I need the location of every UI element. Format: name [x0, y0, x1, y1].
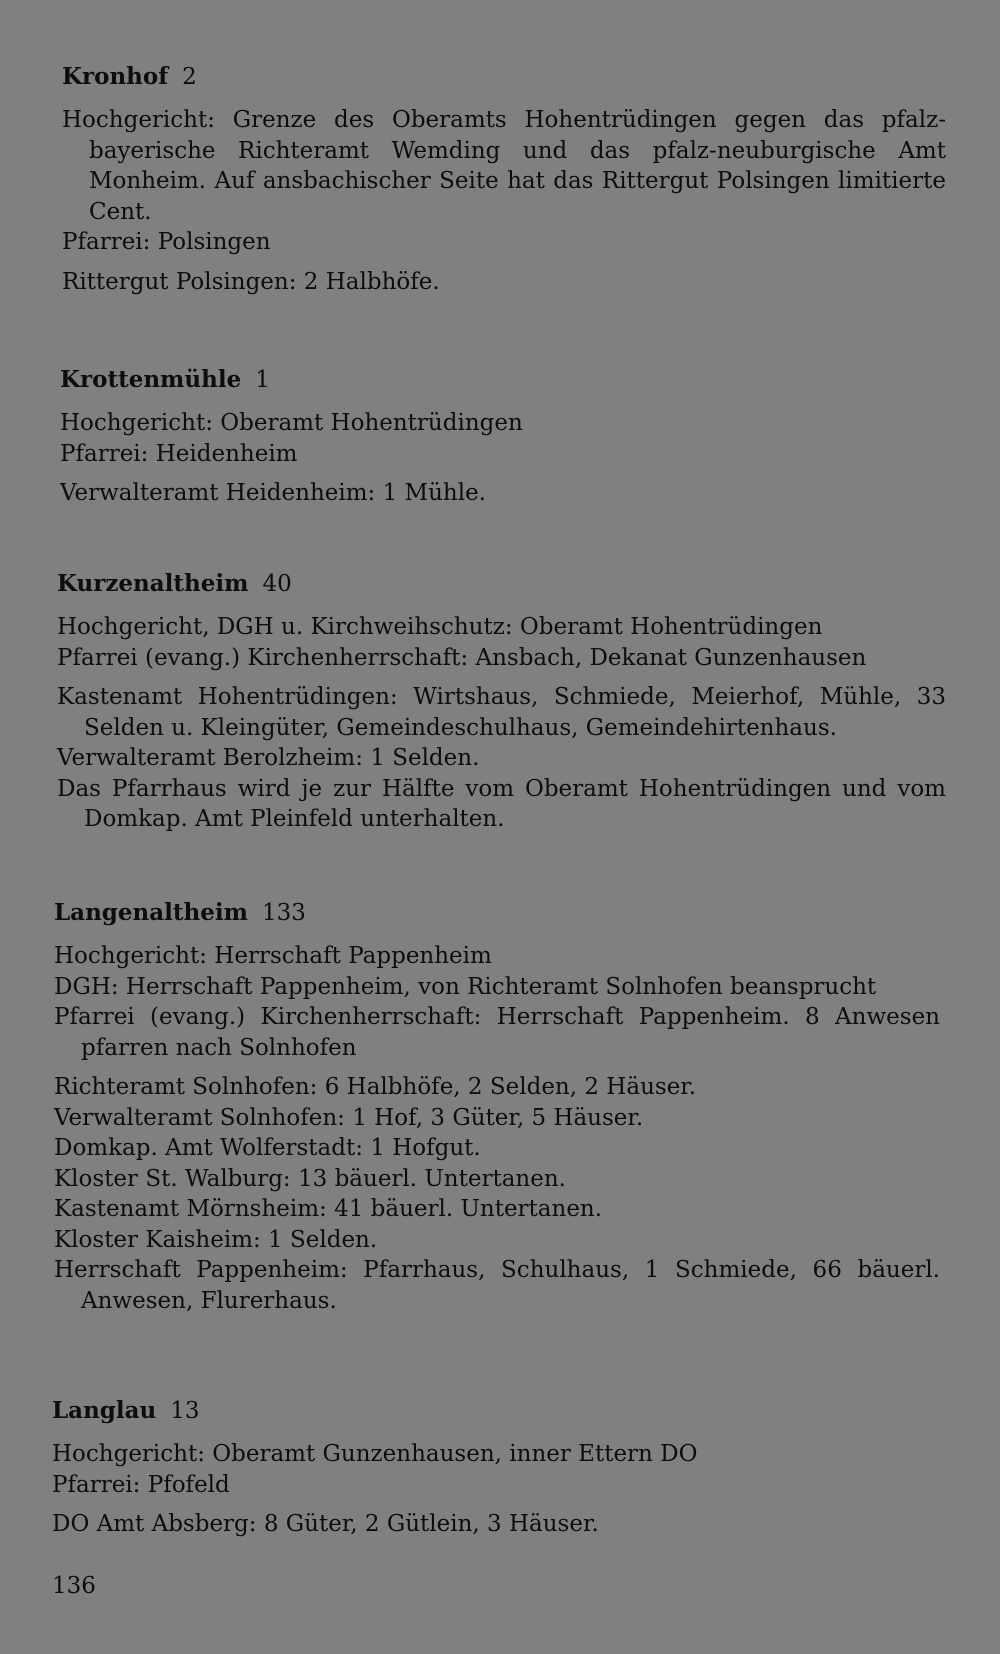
paragraph-holding: Richteramt Solnhofen: 6 Halbhöfe, 2 Selden, 2 Häuser.: [54, 1074, 697, 1100]
place-name: Langenaltheim: [54, 899, 248, 926]
page-number: 136: [52, 1573, 96, 1599]
entry-body: [54, 941, 940, 1316]
entry-heading: [52, 1395, 946, 1427]
paragraph-dgh: DGH: Herrschaft Pappenheim, von Richteramt Solnhofen beansprucht: [54, 973, 877, 1000]
entry-heading: [62, 61, 946, 93]
paragraph-pfarrei: Pfarrei: Pfofeld: [52, 1471, 230, 1498]
paragraph-holding: Kastenamt Hohentrüdingen: Wirtshaus, Schmiede, Meierhof, Mühle, 33 Selden u. Kleingüter, Gemeindeschulhaus, Gemeindehirtenhaus.: [57, 684, 946, 741]
entry-body: [60, 408, 946, 509]
entry-heading: [54, 897, 946, 929]
paragraph-pfarrei: Pfarrei (evang.) Kirchenherrschaft: Ansbach, Dekanat Gunzenhausen: [57, 644, 867, 671]
household-count: 40: [262, 571, 292, 597]
paragraph-note: Das Pfarrhaus wird je zur Hälfte vom Oberamt Hohentrüdingen und vom Domkap. Amt Pleinfeld unterhalten.: [57, 775, 946, 832]
place-name: Krottenmühle: [60, 366, 242, 393]
paragraph-pfarrei: Pfarrei: Polsingen: [62, 229, 271, 255]
paragraph-hochgericht: Hochgericht, DGH u. Kirchweihschutz: Oberamt Hohentrüdingen: [57, 614, 823, 640]
paragraph-hochgericht: Hochgericht: Grenze des Oberamts Hohentrüdingen gegen das pfalz-bayerische Richteramt Wemding und das pfalz-neuburgische Amt Monheim. Auf ansbachischer Seite hat das Rittergut Polsingen limitierte Cent.: [62, 107, 946, 225]
paragraph-holding: Kloster St. Walburg: 13 bäuerl. Untertanen.: [54, 1165, 566, 1192]
entry-langlau: [0, 1395, 946, 1540]
entry-body: [57, 612, 946, 835]
paragraph-holding: Kastenamt Mörnsheim: 41 bäuerl. Untertanen.: [54, 1196, 603, 1222]
paragraph-holding: Verwalteramt Berolzheim: 1 Selden.: [57, 745, 480, 771]
paragraph-pfarrei: Pfarrei (evang.) Kirchenherrschaft: Herrschaft Pappenheim. 8 Anwesen pfarren nach Solnhofen: [54, 1004, 940, 1061]
paragraph-holding: Verwalteramt Heidenheim: 1 Mühle.: [60, 480, 487, 506]
household-count: 1: [255, 367, 270, 393]
paragraph-pfarrei: Pfarrei: Heidenheim: [60, 440, 298, 467]
entry-heading: [57, 568, 946, 600]
entry-krottenmuehle: [0, 364, 946, 509]
household-count: 133: [261, 900, 306, 926]
paragraph-hochgericht: Hochgericht: Oberamt Hohentrüdingen: [60, 410, 523, 436]
paragraph-holding: DO Amt Absberg: 8 Güter, 2 Gütlein, 3 Häuser.: [52, 1511, 599, 1537]
entry-body: [62, 105, 946, 297]
paragraph-hochgericht: Hochgericht: Herrschaft Pappenheim: [54, 943, 492, 969]
place-name: Kronhof: [62, 63, 169, 90]
entry-body: [52, 1439, 942, 1540]
entry-kronhof: [0, 61, 946, 297]
household-count: 2: [182, 64, 197, 90]
paragraph-holding: Verwalteramt Solnhofen: 1 Hof, 3 Güter, 5 Häuser.: [54, 1104, 644, 1131]
paragraph-hochgericht: Hochgericht: Oberamt Gunzenhausen, inner Ettern DO: [52, 1441, 698, 1467]
place-name: Kurzenaltheim: [57, 570, 249, 597]
entry-kurzenaltheim: [0, 568, 946, 835]
paragraph-holding: Herrschaft Pappenheim: Pfarrhaus, Schulhaus, 1 Schmiede, 66 bäuerl. Anwesen, Flurerhaus.: [54, 1257, 940, 1314]
entry-heading: [60, 364, 946, 396]
paragraph-holding: Rittergut Polsingen: 2 Halbhöfe.: [62, 268, 440, 295]
entry-langenaltheim: [0, 897, 946, 1316]
place-name: Langlau: [52, 1397, 157, 1424]
household-count: 13: [170, 1398, 200, 1424]
paragraph-holding: Kloster Kaisheim: 1 Selden.: [54, 1226, 378, 1253]
paragraph-holding: Domkap. Amt Wolferstadt: 1 Hofgut.: [54, 1135, 481, 1161]
